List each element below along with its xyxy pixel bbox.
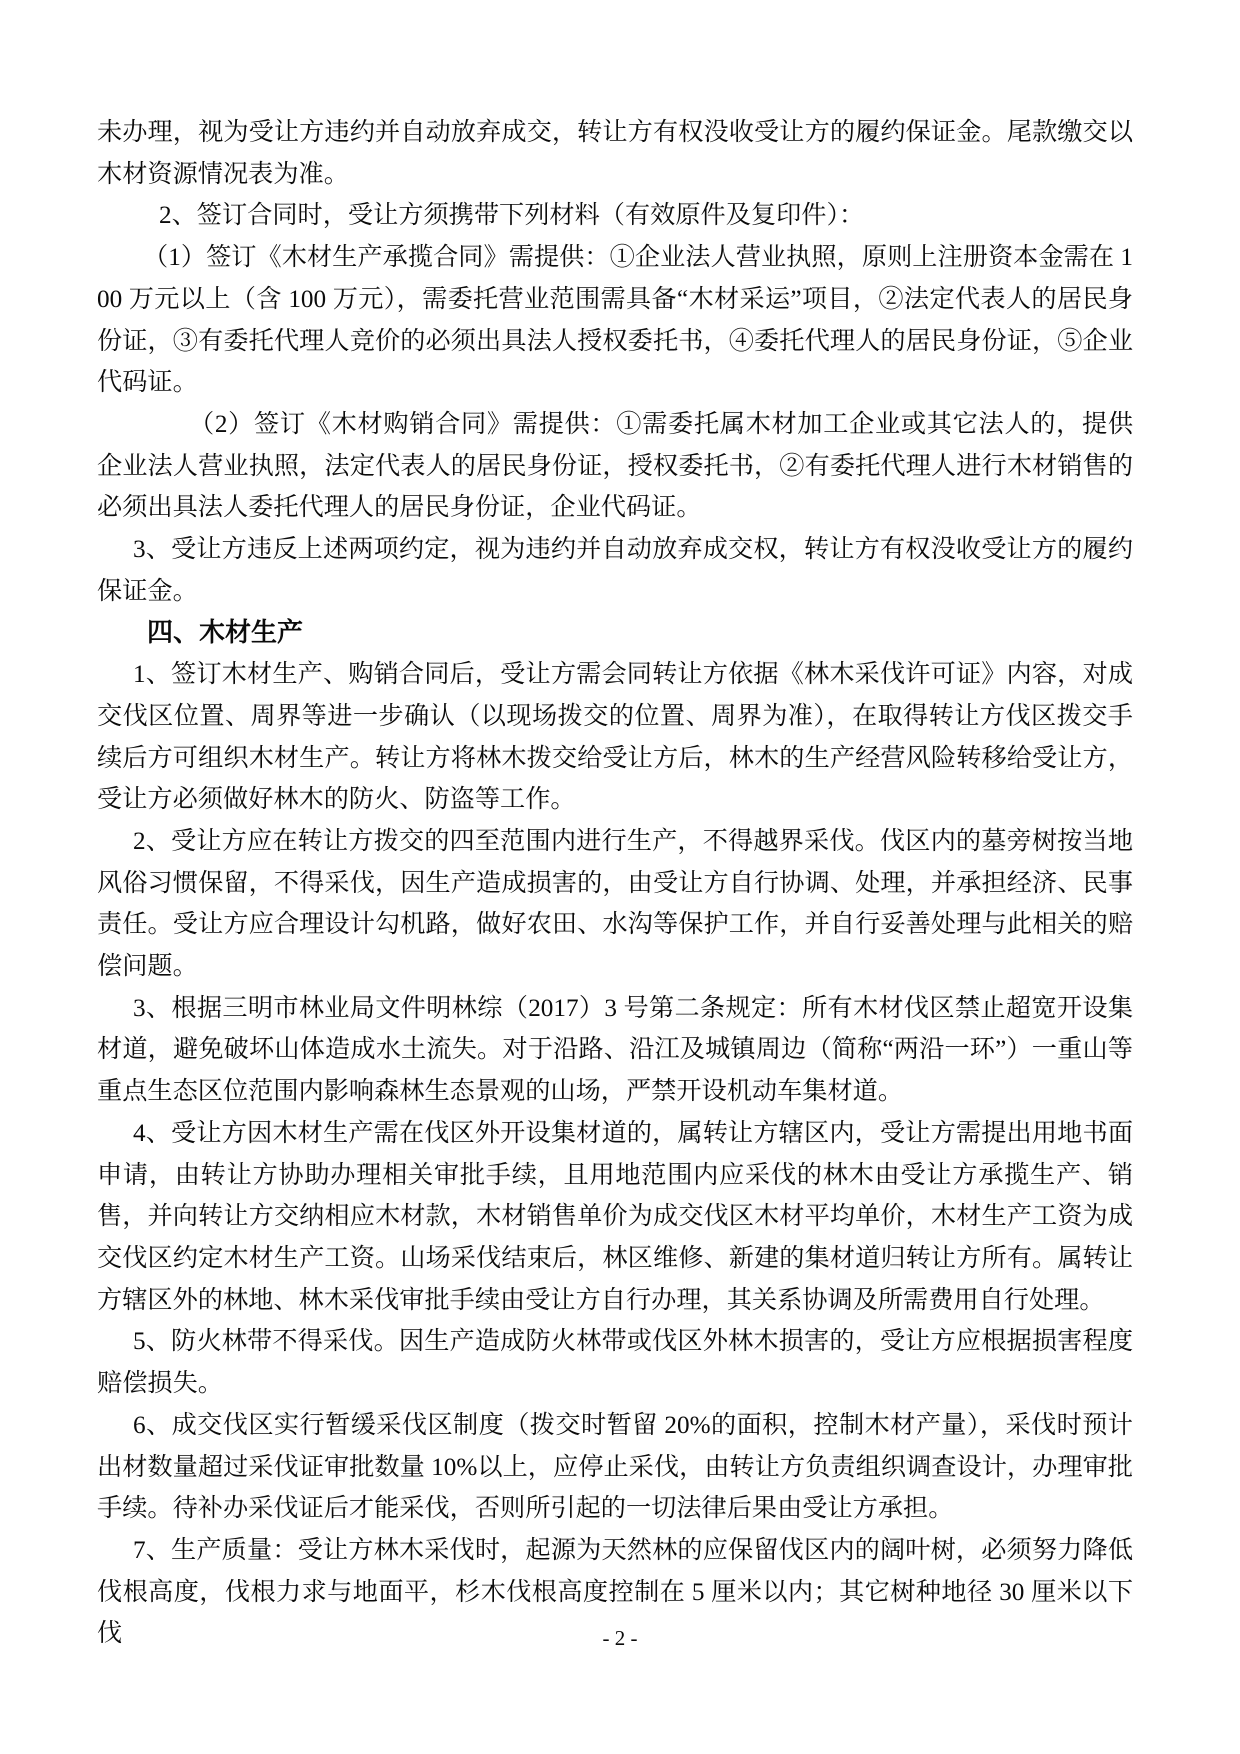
paragraph-sec4-item-2: 2、受让方应在转让方拨交的四至范围内进行生产，不得越界采伐。伐区内的墓旁树按当地风俗习惯保留，不得采伐，因生产造成损害的，由受让方自行协调、处理，并承担经济、民事责任。受让方应合理设计勾机路，做好农田、水沟等保护工作，并自行妥善处理与此相关的赔偿问题。 <box>97 827 1133 981</box>
paragraph-sec4-item-3: 3、根据三明市林业局文件明林综（2017）3 号第二条规定：所有木材伐区禁止超宽开设集材道，避免破坏山体造成水土流失。对于沿路、沿江及城镇周边（简称“两沿一环”）一重山等重点生态区位范围内影响森林生态景观的山场，严禁开设机动车集材道。 <box>97 994 1133 1106</box>
section-heading: 四、木材生产 <box>147 617 304 648</box>
page-number: - 2 - <box>602 1626 638 1650</box>
paragraph-sec4-item-7: 7、生产质量：受让方林木采伐时，起源为天然林的应保留伐区内的阔叶树，必须努力降低伐根高度，伐根力求与地面平，杉木伐根高度控制在 5 厘米以内；其它树种地径 30 厘米以下伐 <box>97 1536 1133 1648</box>
paragraph-sec4-item-6: 6、成交伐区实行暂缓采伐区制度（拨交时暂留 20%的面积，控制木材产量），采伐时预计出材数量超过采伐证审批数量 10%以上，应停止采伐，由转让方负责组织调查设计，办理审批手续。待补办采伐证后才能采伐，否则所引起的一切法律后果由受让方承担。 <box>97 1411 1133 1523</box>
paragraph-sec4-item-4: 4、受让方因木材生产需在伐区外开设集材道的，属转让方辖区内，受让方需提出用地书面申请，由转让方协助办理相关审批手续，且用地范围内应采伐的林木由受让方承揽生产、销售，并向转让方交纳相应木材款，木材销售单价为成交伐区木材平均单价，木材生产工资为成交伐区约定木材生产工资。山场采伐结束后，林区维修、新建的集材道归转让方所有。属转让方辖区外的林地、林木采伐审批手续由受让方自行办理，其关系协调及所需费用自行处理。 <box>97 1119 1133 1314</box>
paragraph-item-3: 3、受让方违反上述两项约定，视为违约并自动放弃成交权，转让方有权没收受让方的履约保证金。 <box>97 536 1133 605</box>
document-page <box>97 112 1133 1655</box>
paragraph-subitem-1: （1）签订《木材生产承揽合同》需提供：①企业法人营业执照，原则上注册资本金需在 100 万元以上（含 100 万元），需委托营业范围需具备“木材采运”项目，②法定代表人的居民身份证，③有委托代理人竞价的必须出具法人授权委托书，④委托代理人的居民身份证，⑤企业代码证。 <box>97 244 1133 397</box>
paragraph-item-2: 2、签订合同时，受让方须携带下列材料（有效原件及复印件）： <box>159 202 865 230</box>
paragraph-sec4-item-5: 5、防火林带不得采伐。因生产造成防火林带或伐区外林木损害的，受让方应根据损害程度赔偿损失。 <box>97 1328 1133 1398</box>
paragraph-sec4-item-1: 1、签订木材生产、购销合同后，受让方需会同转让方依据《林木采伐许可证》内容，对成交伐区位置、周界等进一步确认（以现场拨交的位置、周界为准），在取得转让方伐区拨交手续后方可组织木材生产。转让方将林木拨交给受让方后，林木的生产经营风险转移给受让方，受让方必须做好林木的防火、防盗等工作。 <box>97 661 1133 814</box>
paragraph-carryover: 未办理，视为受让方违约并自动放弃成交，转让方有权没收受让方的履约保证金。尾款缴交以木材资源情况表为准。 <box>97 119 1133 188</box>
paragraph-subitem-2: （2）签订《木材购销合同》需提供：①需委托属木材加工企业或其它法人的，提供企业法人营业执照，法定代表人的居民身份证，授权委托书，②有委托代理人进行木材销售的必须出具法人委托代理人的居民身份证，企业代码证。 <box>97 410 1133 522</box>
